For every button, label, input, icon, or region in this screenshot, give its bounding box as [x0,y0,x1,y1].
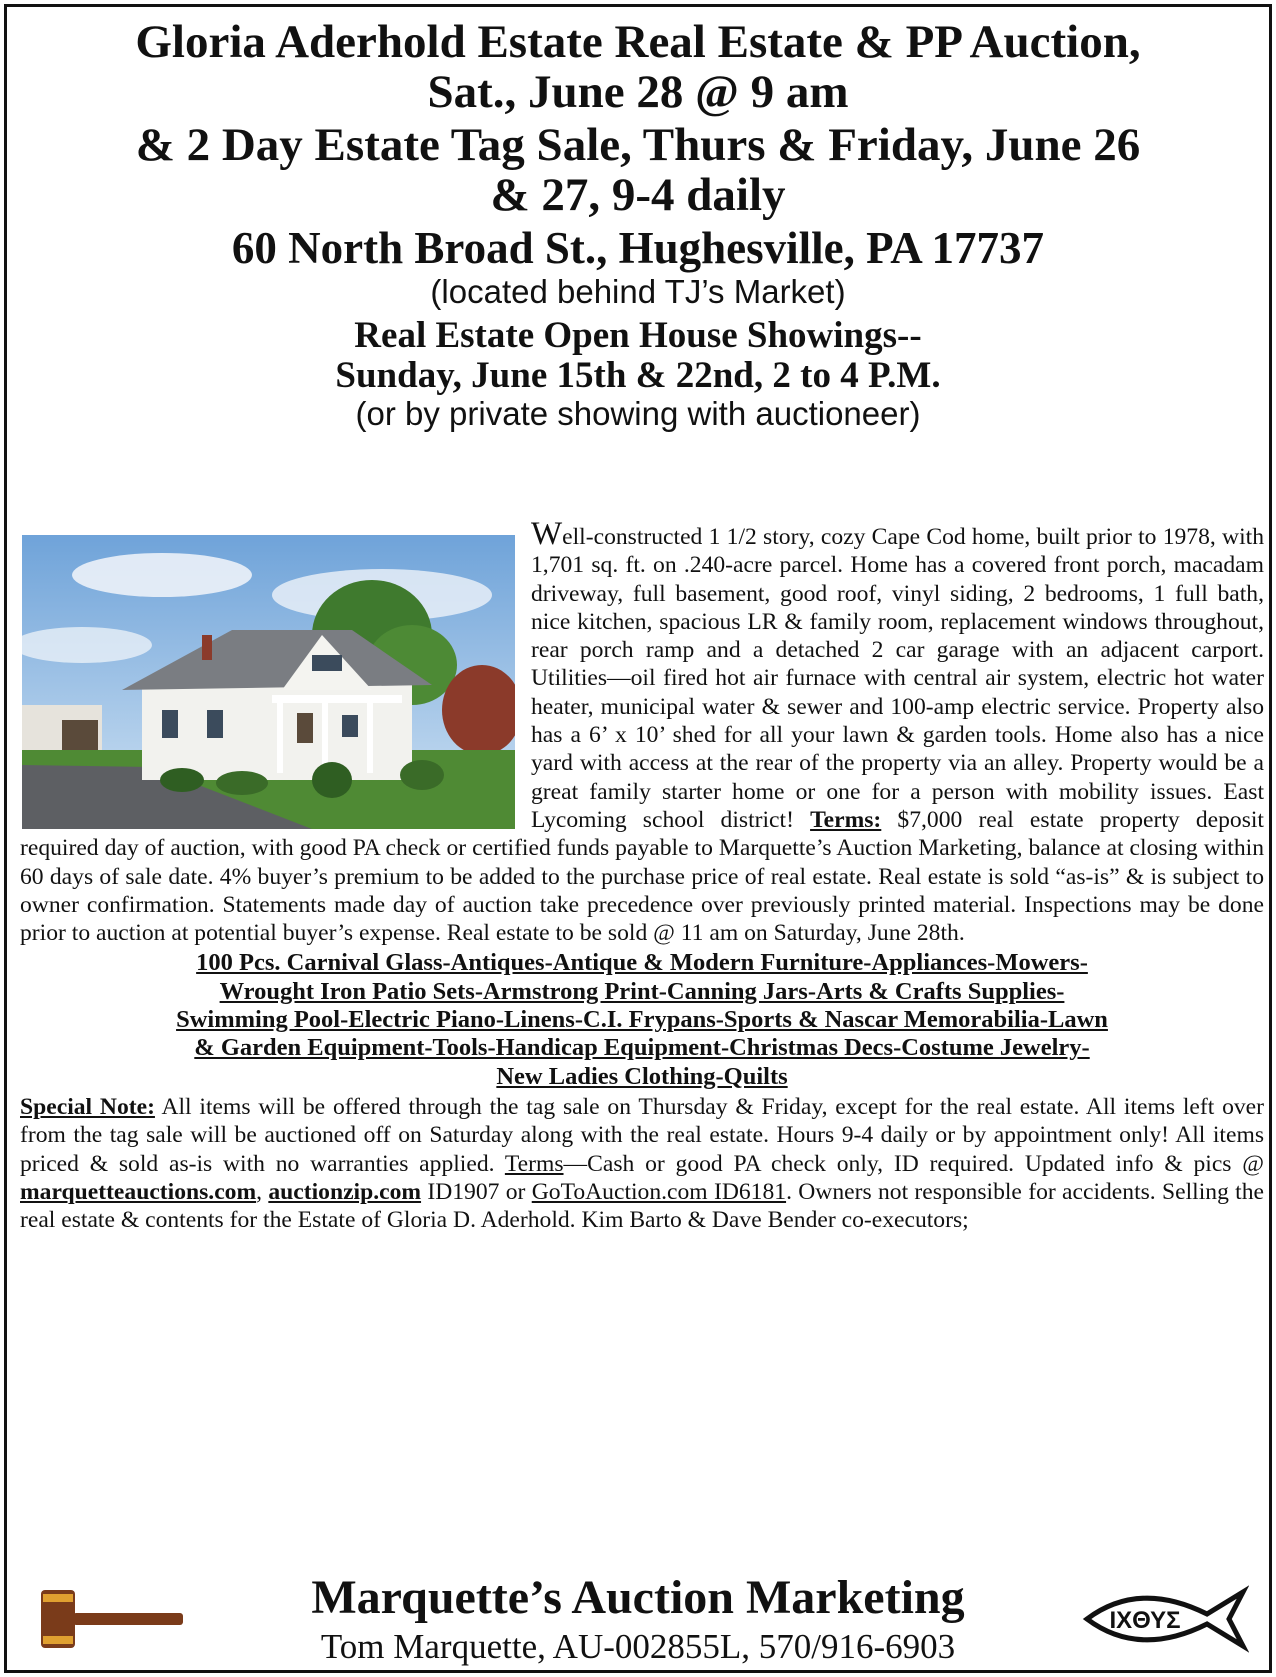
items-line-2: Wrought Iron Patio Sets-Armstrong Print-Canning Jars-Arts & Crafts Supplies- [219,977,1065,1005]
title-line-2: Sat., June 28 @ 9 am [427,66,849,118]
ichthys-fish-icon [1079,1584,1249,1654]
title-line-3: & 2 Day Estate Tag Sale, Thurs & Friday, June 26 [135,119,1141,171]
items-line-3: Swimming Pool-Electric Piano-Linens-C.I. Frypans-Sports & Nascar Memorabilia-Lawn [176,1006,1108,1034]
items-line-1: 100 Pcs. Carnival Glass-Antiques-Antique & Modern Furniture-Appliances-Mowers- [196,949,1088,977]
terms-text: $7,000 real estate property deposit required day of auction, with good PA check or certified funds payable to Marquette’s Auction Marketing, balance at closing within 60 days of sale date. 4% buyer’s premium to be added to the purchase price of real estate. Real estate is sold “as-is” & is subject to owner confirmation. Statements made day of auction take precedence over previously printed material. Inspections may be done prior to auction at potential buyer’s expense. Real estate to be sold @ 11 am on Saturday, June 28th. [20,806,1264,947]
special-note-text-3: ID1907 or [421,1178,532,1205]
link-marquetteauctions[interactable]: marquetteauctions.com [20,1178,257,1205]
special-note-label: Special Note: [20,1093,155,1120]
special-note-text-4: . Owners not responsible for accidents. Selling the real estate & contents for the Estate of Gloria D. Aderhold. Kim Barto & Dave Bender co-executors; [20,1178,1265,1234]
open-house-title: Real Estate Open House Showings-- [354,315,922,356]
link-separator: , [256,1178,269,1205]
fish-text: ΙΧΘΥΣ [1109,1607,1181,1634]
location-note: (located behind TJ’s Market) [430,273,846,310]
items-line-4: & Garden Equipment-Tools-Handicap Equipment-Christmas Decs-Costume Jewelry- [194,1034,1090,1062]
address: 60 North Broad St., Hughesville, PA 17737 [231,223,1045,273]
special-note [20,1093,1264,1234]
items-line-5: New Ladies Clothing-Quilts [496,1062,788,1090]
footer [7,1554,1269,1673]
property-description: ell-constructed 1 1/2 story, cozy Cape Cod home, built prior to 1978, with 1,701 sq. ft. on .240-acre parcel. Home has a covered front porch, macadam driveway, full basement, good roof, vinyl siding, 2 bedrooms, 1 full bath, nice kitchen, spacious LR & family room, replacement windows throughout, rear porch ramp and a detached 2 car garage with an adjacent carport. Utilities—oil fired hot air furnace with central air system, electric hot water heater, municipal water & sewer and 100-amp electric service. Property also has a 6’ x 10’ shed for all your lawn & garden tools. Home also has a nice yard with access at the rear of the property via an alley. Property would be a great family starter home or one for a person with mobility issues. East Lycoming school district! [531,524,1264,833]
items-list [20,949,1264,1090]
title-line-1: Gloria Aderhold Estate Real Estate & PP Auction, [135,16,1141,68]
open-house-dates: Sunday, June 15th & 22nd, 2 to 4 P.M. [335,355,941,396]
drop-cap: W [531,516,563,552]
link-auctionzip[interactable]: auctionzip.com [268,1178,422,1205]
company-name: Marquette’s Auction Marketing [311,1571,965,1624]
auctioneer-contact: Tom Marquette, AU-002855L, 570/916-6903 [320,1627,956,1666]
main-body [20,516,1265,1234]
private-showing-note: (or by private showing with auctioneer) [355,395,921,432]
house-photo-image [22,535,515,829]
link-gotoauction[interactable]: GoToAuction.com ID6181 [531,1178,787,1205]
house-photo [22,535,515,829]
title-line-4: & 27, 9-4 daily [490,169,786,221]
auction-flyer [4,4,1272,1673]
special-note-text-1: All items will be offered through the tag sale on Thursday & Friday, except for the real estate. All items left over from the tag sale will be auctioned off on Saturday along with the real estate. Hours 9-4 daily or by appointment only! All items priced & sold as-is with no warranties applied. [20,1093,1265,1177]
terms-label: Terms: [810,806,882,833]
special-note-text-2: —Cash or good PA check only, ID required. Updated info & pics @ [563,1150,1264,1177]
special-terms-label: Terms [504,1150,564,1177]
